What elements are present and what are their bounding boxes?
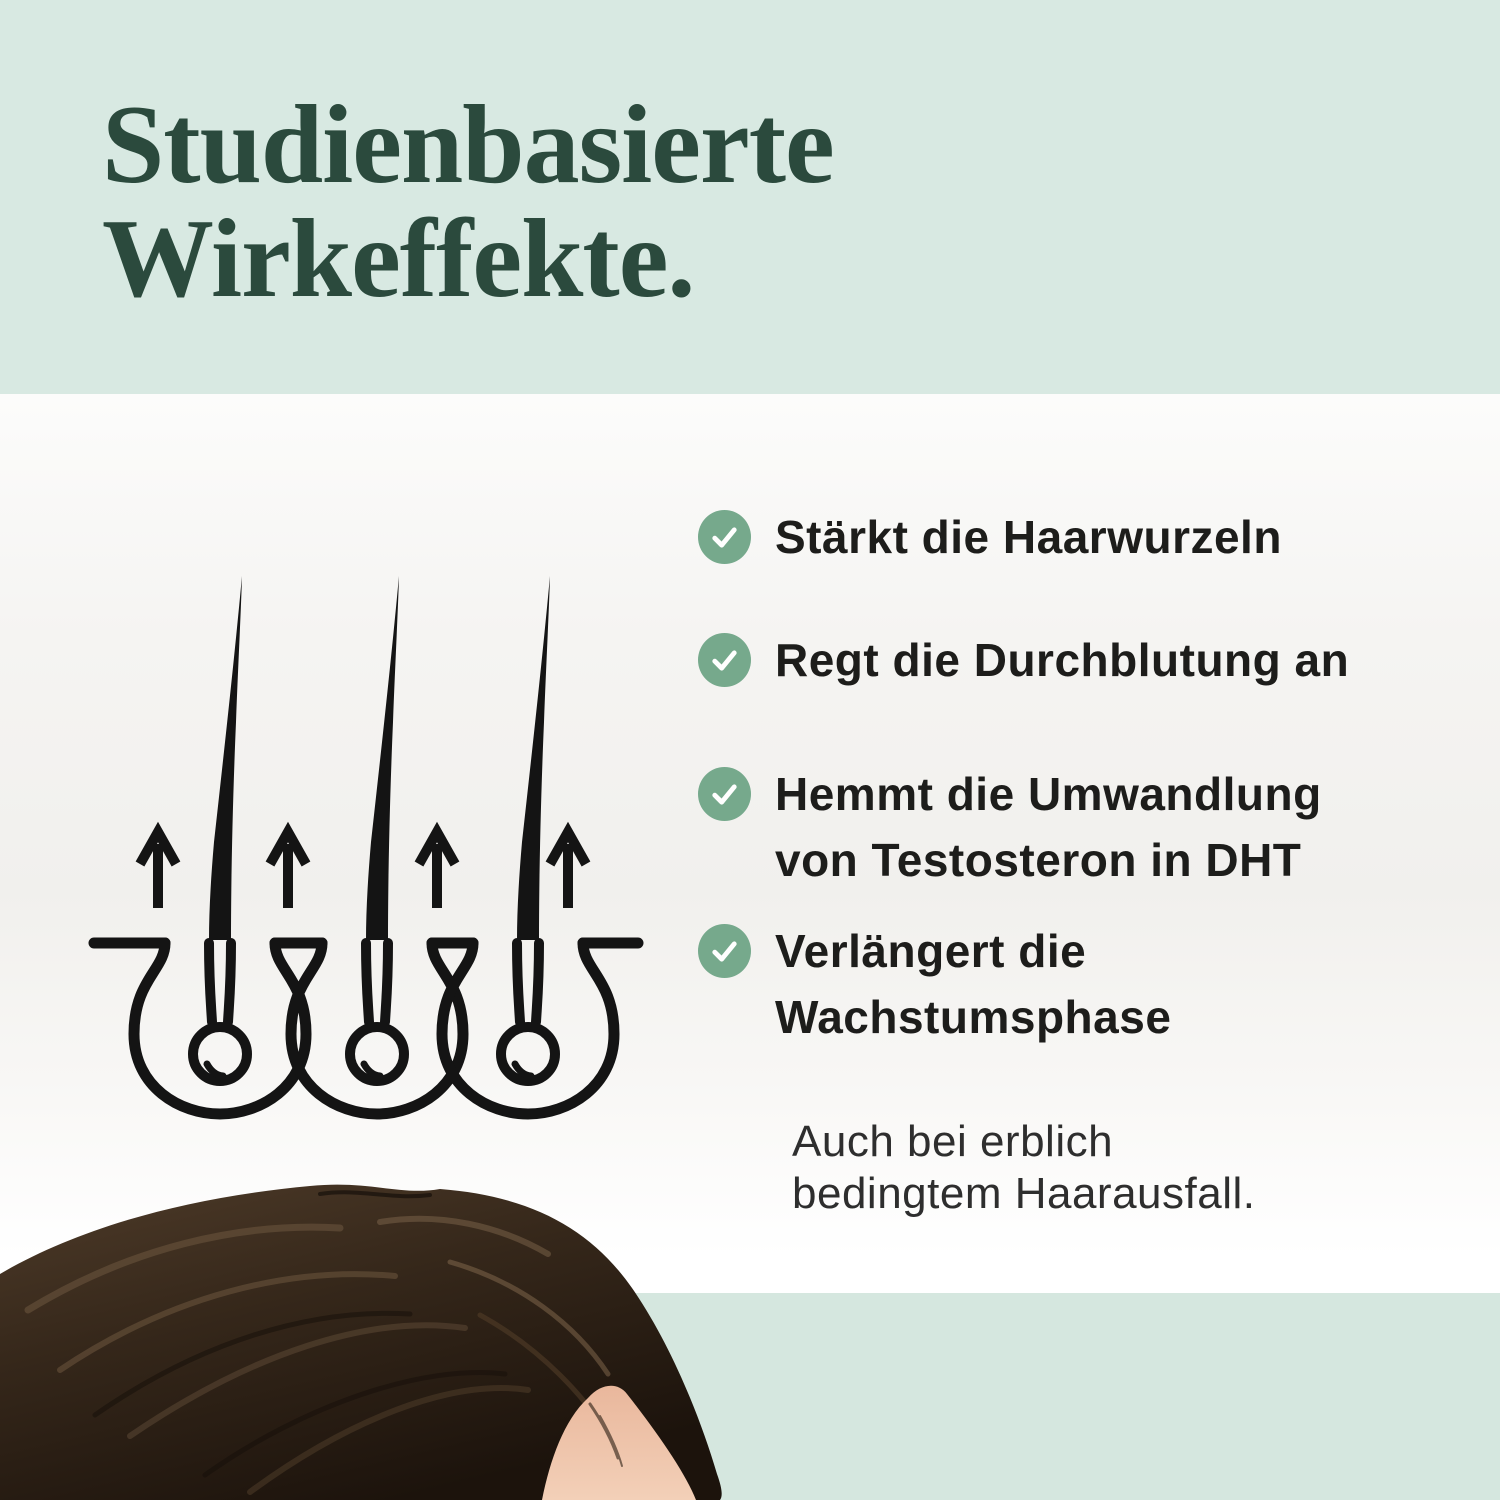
check-icon [698, 510, 751, 564]
benefit-item-2 [698, 633, 1349, 693]
benefit-text [775, 627, 1349, 693]
growth-arrow-icon [270, 832, 306, 908]
benefit-item-4 [698, 924, 1171, 1050]
growth-arrow-icon [550, 832, 586, 908]
check-icon [698, 924, 751, 978]
man-head-photo [0, 1170, 742, 1500]
benefit-line: Hemmt die Umwandlung [775, 768, 1322, 820]
benefit-text [775, 918, 1171, 1050]
note-line: Auch bei erblich [792, 1117, 1114, 1166]
benefit-line: Wachstumsphase [775, 991, 1172, 1043]
note-line: bedingtem Haarausfall. [792, 1169, 1256, 1218]
benefit-item-3 [698, 767, 1322, 893]
benefit-text [775, 504, 1282, 570]
growth-arrow-icon [140, 832, 176, 908]
check-icon [698, 633, 751, 687]
benefit-line: von Testosteron in DHT [775, 834, 1302, 886]
benefit-line: Verlängert die [775, 925, 1087, 977]
benefit-item-1 [698, 510, 1282, 570]
benefit-text [775, 761, 1322, 893]
benefit-line: Stärkt die Haarwurzeln [775, 511, 1282, 563]
hereditary-note [792, 1116, 1255, 1220]
page-title [102, 83, 834, 321]
title-line-1: Studienbasierte [102, 83, 834, 207]
hair-follicle-illustration [88, 572, 644, 1120]
title-line-2: Wirkeffekte. [102, 197, 695, 321]
benefit-line: Regt die Durchblutung an [775, 634, 1350, 686]
growth-arrow-icon [419, 832, 455, 908]
check-icon [698, 767, 751, 821]
